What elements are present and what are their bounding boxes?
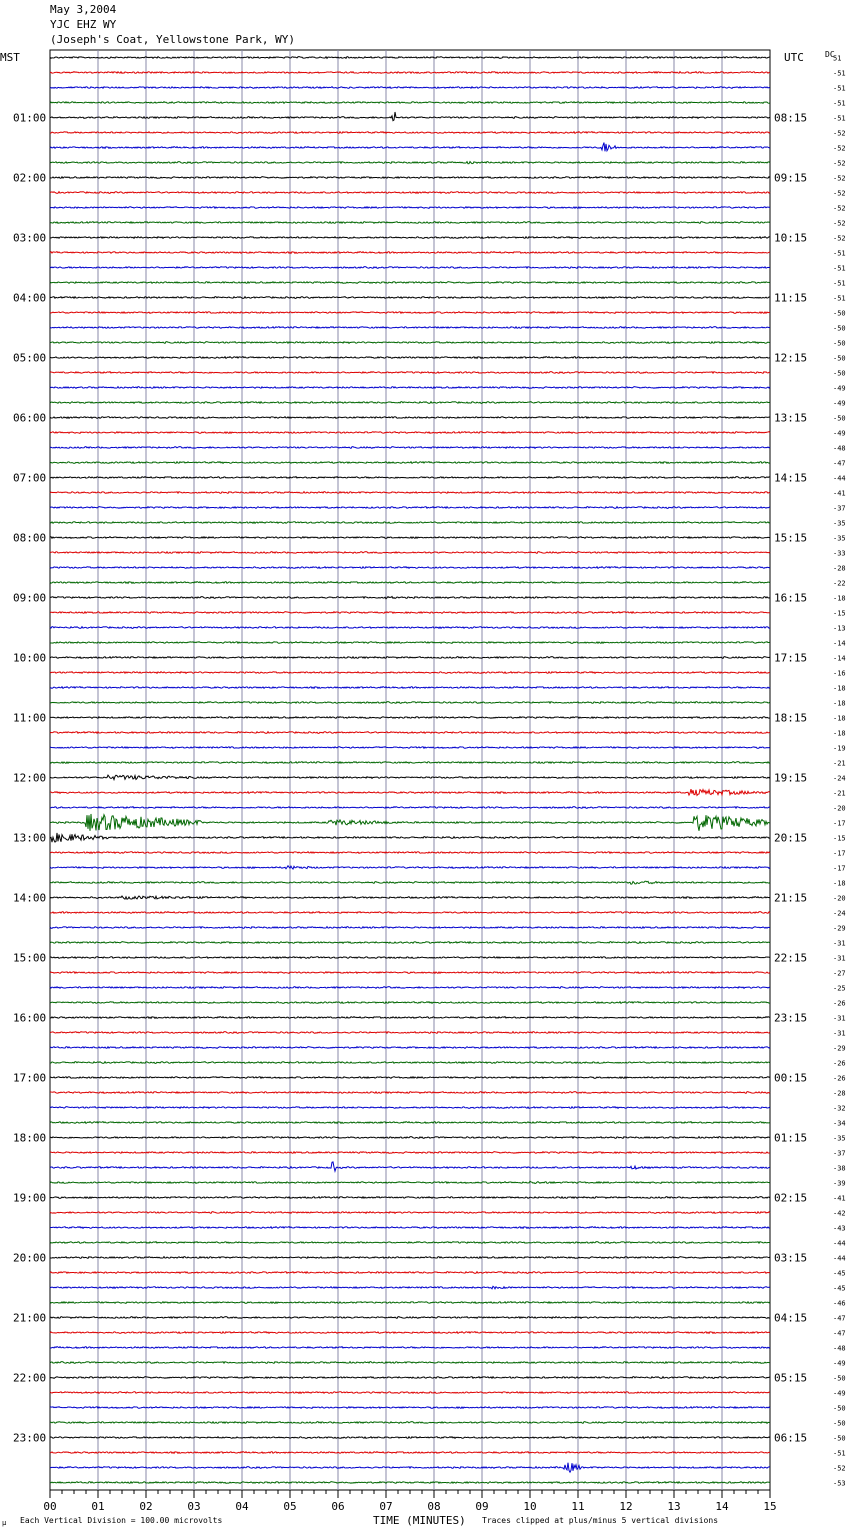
- dc-offset-label: -15: [833, 834, 846, 843]
- seismic-trace: [50, 522, 770, 524]
- seismic-trace: [50, 447, 770, 449]
- dc-offset-label: -41: [833, 489, 846, 498]
- seismic-trace: [50, 177, 770, 179]
- seismic-trace: [50, 312, 770, 314]
- left-timezone-label: MST: [0, 51, 20, 64]
- dc-offset-label: -20: [833, 804, 846, 813]
- dc-offset-label: -13: [833, 624, 846, 633]
- seismic-trace: [50, 87, 770, 89]
- dc-offset-label: -22: [833, 579, 846, 588]
- seismic-trace: [50, 357, 770, 359]
- seismic-trace: [50, 1162, 770, 1171]
- dc-offset-label: -28: [833, 564, 846, 573]
- seismic-trace: [50, 72, 770, 74]
- seismic-trace: [50, 282, 770, 284]
- header-station: YJC EHZ WY: [50, 18, 117, 31]
- seismic-trace: [50, 507, 770, 509]
- hour-label-utc: 21:15: [774, 891, 808, 905]
- seismic-trace: [50, 866, 770, 869]
- seismic-trace: [50, 1347, 770, 1349]
- seismic-trace: [50, 432, 770, 434]
- seismic-trace: [50, 567, 770, 569]
- dc-offset-label: -46: [833, 1299, 846, 1308]
- hour-label-utc: 03:15: [774, 1251, 808, 1265]
- label-group: [13, 55, 846, 1514]
- dc-offset-label: -17: [833, 864, 846, 873]
- dc-offset-label: -51: [833, 69, 846, 78]
- seismic-trace: [50, 912, 770, 914]
- seismic-trace: [50, 102, 770, 104]
- hour-label-utc: 17:15: [774, 651, 808, 665]
- hour-label-local: 21:00: [13, 1311, 47, 1325]
- dc-offset-label: -15: [833, 609, 846, 618]
- dc-offset-label: -31: [833, 939, 846, 948]
- trace-group: [50, 57, 770, 1484]
- dc-offset-label: -48: [833, 444, 846, 453]
- hour-label-local: 11:00: [13, 711, 47, 725]
- hour-label-local: 16:00: [13, 1011, 47, 1025]
- dc-offset-label: -17: [833, 849, 846, 858]
- dc-offset-label: -18: [833, 684, 846, 693]
- dc-offset-label: -49: [833, 1359, 846, 1368]
- x-tick-label: 00: [43, 1500, 57, 1513]
- dc-offset-label: -49: [833, 1389, 846, 1398]
- seismic-trace: [50, 552, 770, 554]
- hour-label-local: 14:00: [13, 891, 47, 905]
- hour-label-utc: 18:15: [774, 711, 808, 725]
- seismic-trace: [50, 642, 770, 644]
- hour-label-local: 17:00: [13, 1071, 47, 1085]
- x-tick-label: 14: [715, 1500, 729, 1513]
- seismic-trace: [50, 1212, 770, 1214]
- hour-label-utc: 02:15: [774, 1191, 808, 1205]
- dc-offset-label: -49: [833, 399, 846, 408]
- dc-offset-label: 51: [833, 54, 842, 63]
- seismic-trace: [50, 1463, 770, 1473]
- dc-offset-label: -43: [833, 1224, 846, 1233]
- dc-offset-label: -51: [833, 114, 846, 123]
- seismic-trace: [50, 132, 770, 134]
- seismic-trace: [50, 1302, 770, 1304]
- seismic-trace: [50, 387, 770, 389]
- dc-offset-label: -14: [833, 639, 846, 648]
- seismic-trace: [50, 1047, 770, 1049]
- dc-offset-label: -42: [833, 1209, 846, 1218]
- dc-offset-label: -14: [833, 654, 846, 663]
- seismic-trace: [50, 1017, 770, 1019]
- seismic-trace: [50, 112, 770, 121]
- seismic-trace: [50, 1002, 770, 1004]
- seismic-trace: [50, 1092, 770, 1094]
- dc-offset-label: -19: [833, 744, 846, 753]
- dc-offset-label: -18: [833, 879, 846, 888]
- hour-label-utc: 19:15: [774, 771, 808, 785]
- dc-offset-label: -52: [833, 129, 846, 138]
- hour-label-local: 18:00: [13, 1131, 47, 1145]
- dc-offset-label: -18: [833, 699, 846, 708]
- x-tick-label: 03: [187, 1500, 201, 1513]
- plot-frame: [50, 50, 770, 1490]
- seismic-trace: [50, 1062, 770, 1064]
- dc-offset-label: -33: [833, 549, 846, 558]
- seismic-trace: [50, 207, 770, 209]
- seismic-trace: [50, 1152, 770, 1154]
- dc-offset-label: -50: [833, 1419, 846, 1428]
- dc-offset-label: -52: [833, 219, 846, 228]
- seismic-trace: [50, 1452, 770, 1454]
- dc-offset-label: -50: [833, 354, 846, 363]
- dc-offset-label: -35: [833, 1134, 846, 1143]
- dc-offset-label: -16: [833, 669, 846, 678]
- x-tick-label: 09: [475, 1500, 489, 1513]
- dc-offset-label: -51: [833, 249, 846, 258]
- seismic-trace: [50, 252, 770, 254]
- dc-offset-label: -37: [833, 1149, 846, 1158]
- dc-offset-label: -45: [833, 1269, 846, 1278]
- seismic-trace: [50, 192, 770, 194]
- dc-offset-label: -26: [833, 1074, 846, 1083]
- dc-offset-label: -50: [833, 1404, 846, 1413]
- seismic-trace: [50, 297, 770, 299]
- hour-label-utc: 22:15: [774, 951, 808, 965]
- dc-offset-label: -31: [833, 954, 846, 963]
- seismic-trace: [50, 1077, 770, 1079]
- seismic-trace: [50, 972, 770, 974]
- hour-label-utc: 23:15: [774, 1011, 808, 1025]
- seismic-trace: [50, 687, 770, 689]
- hour-label-utc: 06:15: [774, 1431, 808, 1445]
- hour-label-local: 06:00: [13, 411, 47, 425]
- x-tick-label: 11: [571, 1500, 585, 1513]
- seismic-trace: [50, 1242, 770, 1244]
- dc-offset-label: -44: [833, 474, 846, 483]
- seismic-trace: [50, 237, 770, 239]
- dc-offset-label: -17: [833, 819, 846, 828]
- seismic-trace: [50, 477, 770, 479]
- seismic-trace: [50, 775, 770, 779]
- dc-offset-label: -24: [833, 909, 846, 918]
- dc-offset-label: -52: [833, 1464, 846, 1473]
- header-location: (Joseph's Coat, Yellowstone Park, WY): [50, 33, 296, 46]
- hour-label-local: 03:00: [13, 231, 47, 245]
- hour-label-local: 04:00: [13, 291, 47, 305]
- dc-offset-label: -41: [833, 1194, 846, 1203]
- dc-offset-label: -52: [833, 189, 846, 198]
- dc-offset-label: -21: [833, 789, 846, 798]
- x-tick-label: 12: [619, 1500, 633, 1513]
- dc-offset-label: -35: [833, 534, 846, 543]
- dc-offset-label: -52: [833, 174, 846, 183]
- dc-offset-label: -50: [833, 324, 846, 333]
- dc-offset-label: -47: [833, 459, 846, 468]
- seismic-trace: [50, 717, 770, 719]
- seismic-trace: [50, 747, 770, 749]
- seismic-trace: [50, 814, 770, 831]
- scale-note: Each Vertical Division = 100.00 microvolts: [20, 1516, 223, 1525]
- hour-label-local: 20:00: [13, 1251, 47, 1265]
- x-tick-label: 04: [235, 1500, 249, 1513]
- hour-label-utc: 13:15: [774, 411, 808, 425]
- seismic-trace: [50, 1286, 770, 1288]
- dc-offset-label: -52: [833, 159, 846, 168]
- hour-label-local: 15:00: [13, 951, 47, 965]
- seismic-trace: [50, 1107, 770, 1109]
- dc-offset-label: -35: [833, 519, 846, 528]
- seismic-trace: [50, 1197, 770, 1199]
- dc-offset-label: -31: [833, 1014, 846, 1023]
- dc-offset-label: -51: [833, 99, 846, 108]
- dc-offset-label: -32: [833, 1104, 846, 1113]
- hour-label-local: 09:00: [13, 591, 47, 605]
- seismic-trace: [50, 1032, 770, 1034]
- hour-label-local: 08:00: [13, 531, 47, 545]
- x-tick-label: 15: [763, 1500, 777, 1513]
- clip-note: Traces clipped at plus/minus 5 vertical divisions: [482, 1516, 719, 1525]
- dc-offset-label: -18: [833, 714, 846, 723]
- seismic-trace: [50, 417, 770, 419]
- x-tick-label: 13: [667, 1500, 681, 1513]
- seismic-trace: [50, 987, 770, 989]
- hour-label-utc: 15:15: [774, 531, 808, 545]
- seismic-trace: [50, 267, 770, 269]
- hour-label-utc: 20:15: [774, 831, 808, 845]
- seismic-trace: [50, 627, 770, 629]
- seismic-trace: [50, 342, 770, 344]
- seismic-trace: [50, 1392, 770, 1394]
- seismic-trace: [50, 1317, 770, 1319]
- seismic-trace: [50, 762, 770, 764]
- hour-label-utc: 11:15: [774, 291, 808, 305]
- seismic-trace: [50, 57, 770, 59]
- hour-label-utc: 16:15: [774, 591, 808, 605]
- dc-offset-label: -51: [833, 264, 846, 273]
- seismic-trace: [50, 1181, 770, 1183]
- seismic-trace: [50, 1377, 770, 1379]
- dc-offset-label: -50: [833, 414, 846, 423]
- dc-offset-label: -49: [833, 384, 846, 393]
- seismic-trace: [50, 1257, 770, 1259]
- dc-offset-label: -53: [833, 1479, 846, 1488]
- hour-label-utc: 08:15: [774, 111, 808, 125]
- hour-label-utc: 00:15: [774, 1071, 808, 1085]
- x-tick-label: 08: [427, 1500, 441, 1513]
- dc-offset-label: -25: [833, 984, 846, 993]
- dc-offset-label: -29: [833, 924, 846, 933]
- dc-offset-label: -39: [833, 1179, 846, 1188]
- hour-label-utc: 09:15: [774, 171, 808, 185]
- hour-label-local: 19:00: [13, 1191, 47, 1205]
- hour-label-local: 10:00: [13, 651, 47, 665]
- x-tick-label: 02: [139, 1500, 153, 1513]
- seismic-trace: [50, 1437, 770, 1439]
- dc-offset-label: -51: [833, 84, 846, 93]
- seismic-trace: [50, 372, 770, 374]
- x-tick-label: 06: [331, 1500, 345, 1513]
- dc-offset-label: -50: [833, 309, 846, 318]
- seismic-trace: [50, 537, 770, 539]
- dc-offset-label: -24: [833, 774, 846, 783]
- hour-label-local: 05:00: [13, 351, 47, 365]
- x-tick-label: 01: [91, 1500, 105, 1513]
- seismic-trace: [50, 582, 770, 584]
- header-date: May 3,2004: [50, 3, 117, 16]
- hour-label-local: 12:00: [13, 771, 47, 785]
- hour-label-local: 23:00: [13, 1431, 47, 1445]
- dc-offset-label: -34: [833, 1119, 846, 1128]
- dc-offset-label: -37: [833, 504, 846, 513]
- x-tick-label: 10: [523, 1500, 537, 1513]
- x-tick-label: 07: [379, 1500, 393, 1513]
- dc-offset-label: -50: [833, 1434, 846, 1443]
- dc-offset-label: -51: [833, 279, 846, 288]
- seismic-trace: [50, 1362, 770, 1364]
- seismic-trace: [50, 596, 770, 598]
- dc-offset-label: -52: [833, 144, 846, 153]
- dc-offset-label: -51: [833, 1449, 846, 1458]
- dc-offset-label: -29: [833, 1044, 846, 1053]
- hour-label-local: 02:00: [13, 171, 47, 185]
- seismic-trace: [50, 1272, 770, 1274]
- dc-offset-label: -51: [833, 294, 846, 303]
- seismic-trace: [50, 852, 770, 854]
- hour-label-local: 13:00: [13, 831, 47, 845]
- seismic-trace: [50, 1407, 770, 1409]
- dc-offset-label: -45: [833, 1284, 846, 1293]
- seismic-trace: [50, 1422, 770, 1424]
- hour-label-utc: 05:15: [774, 1371, 808, 1385]
- seismic-trace: [50, 222, 770, 224]
- x-tick-label: 05: [283, 1500, 297, 1513]
- seismic-trace: [50, 1227, 770, 1229]
- dc-offset-label: -48: [833, 1344, 846, 1353]
- dc-offset-label: -52: [833, 204, 846, 213]
- hour-label-utc: 12:15: [774, 351, 808, 365]
- seismic-trace: [50, 657, 770, 659]
- seismic-trace: [50, 672, 770, 674]
- dc-offset-label: -50: [833, 369, 846, 378]
- dc-offset-label: -27: [833, 969, 846, 978]
- hour-label-utc: 01:15: [774, 1131, 808, 1145]
- dc-offset-label: -52: [833, 234, 846, 243]
- dc-offset-label: -44: [833, 1239, 846, 1248]
- hour-label-utc: 10:15: [774, 231, 808, 245]
- dc-offset-label: -28: [833, 1089, 846, 1098]
- seismic-trace: [50, 942, 770, 944]
- dc-offset-label: -21: [833, 759, 846, 768]
- x-axis-title: TIME (MINUTES): [373, 1514, 466, 1527]
- seismic-trace: [50, 833, 770, 842]
- dc-offset-label: -18: [833, 729, 846, 738]
- dc-offset-label: -31: [833, 1029, 846, 1038]
- seismic-trace: [50, 1482, 770, 1484]
- seismic-trace: [50, 881, 770, 884]
- dc-offset-label: -26: [833, 1059, 846, 1068]
- dc-offset-label: -50: [833, 1374, 846, 1383]
- seismic-trace: [50, 1122, 770, 1124]
- hour-label-local: 07:00: [13, 471, 47, 485]
- seismic-trace: [50, 462, 770, 464]
- corner-mark: μ: [2, 1519, 7, 1527]
- seismic-trace: [50, 896, 770, 899]
- seismic-trace: [50, 1332, 770, 1334]
- seismic-trace: [50, 702, 770, 704]
- seismic-trace: [50, 162, 770, 164]
- dc-offset-label: -20: [833, 894, 846, 903]
- right-timezone-label: UTC: [784, 51, 804, 64]
- dc-offset-label: -50: [833, 339, 846, 348]
- seismic-trace: [50, 789, 770, 795]
- seismic-trace: [50, 327, 770, 329]
- dc-offset-label: -47: [833, 1329, 846, 1338]
- seismic-trace: [50, 957, 770, 959]
- dc-offset-label: -38: [833, 1164, 846, 1173]
- seismic-trace: [50, 143, 770, 152]
- seismic-trace: [50, 732, 770, 734]
- dc-offset-label: -49: [833, 429, 846, 438]
- seismic-trace: [50, 807, 770, 809]
- hour-label-local: 22:00: [13, 1371, 47, 1385]
- dc-offset-label: -47: [833, 1314, 846, 1323]
- dc-offset-label: -26: [833, 999, 846, 1008]
- hour-label-local: 01:00: [13, 111, 47, 125]
- dc-offset-label: -44: [833, 1254, 846, 1263]
- dc-label: DC: [825, 50, 835, 59]
- seismic-trace: [50, 927, 770, 929]
- seismic-trace: [50, 612, 770, 614]
- hour-label-utc: 14:15: [774, 471, 808, 485]
- hour-label-utc: 04:15: [774, 1311, 808, 1325]
- seismic-trace: [50, 1137, 770, 1139]
- seismic-trace: [50, 492, 770, 494]
- seismic-trace: [50, 402, 770, 404]
- dc-offset-label: -18: [833, 594, 846, 603]
